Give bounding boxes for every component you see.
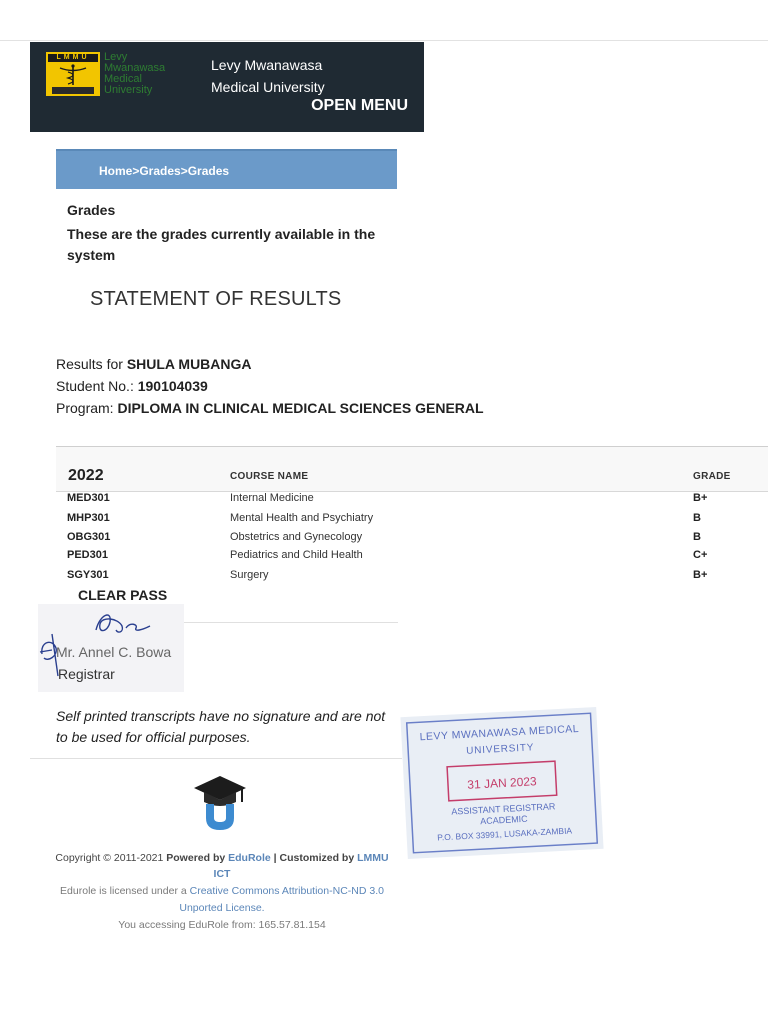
university-logo[interactable] <box>46 52 182 96</box>
caduceus-icon <box>54 64 92 86</box>
stamp-line2: UNIVERSITY <box>465 742 535 757</box>
lmmu-link[interactable]: LMMU <box>357 852 389 864</box>
logo-motto-strip <box>52 87 94 94</box>
table-row <box>0 569 768 587</box>
course-name: Surgery <box>230 569 269 581</box>
logo-word: Mwanawasa <box>104 62 166 74</box>
logo-word: Levy <box>104 51 128 63</box>
access-info: You accessing EduRole from: 165.57.81.154 <box>118 919 326 931</box>
registrar-name: Mr. Annel C. Bowa <box>56 644 172 660</box>
logo-badge <box>46 52 100 96</box>
registrar-title: Registrar <box>58 666 115 682</box>
program-line <box>56 400 484 416</box>
course-code: MED301 <box>67 492 110 504</box>
edurole-graduation-cap-icon <box>192 774 248 832</box>
signature-divider <box>184 622 398 623</box>
license-link[interactable]: Creative Commons Attribution-NC-ND 3.0 <box>189 885 384 897</box>
open-menu-button[interactable]: OPEN MENU <box>311 97 408 114</box>
logo-word: Medical <box>104 73 142 85</box>
column-header-grade: GRADE <box>693 471 731 482</box>
course-name: Obstetrics and Gynecology <box>230 531 363 543</box>
student-number: 190104039 <box>137 378 208 394</box>
powered-by-label: Powered by <box>166 852 229 864</box>
university-name-line2: Medical University <box>211 79 325 95</box>
stamp-line1: LEVY MWANAWASA MEDICAL <box>419 722 580 744</box>
breadcrumb <box>56 149 397 189</box>
student-number-label: Student No.: <box>56 378 138 394</box>
site-header <box>30 42 424 132</box>
transcript-disclaimer: Self printed transcripts have no signature and are not to be used for official purposes. <box>56 708 386 745</box>
license-line-2 <box>30 900 414 916</box>
course-grade: C+ <box>693 549 708 561</box>
course-grade: B+ <box>693 569 708 581</box>
column-header-course-name: COURSE NAME <box>230 471 309 482</box>
student-number-line <box>56 378 208 394</box>
course-name: Mental Health and Psychiatry <box>230 512 374 524</box>
edurole-link[interactable]: EduRole <box>228 852 271 864</box>
table-row <box>0 492 768 510</box>
license-link-continued[interactable]: Unported License. <box>179 902 265 914</box>
statement-title: STATEMENT OF RESULTS <box>90 288 342 310</box>
program-label: Program: <box>56 400 118 416</box>
license-text: Edurole is licensed under a <box>60 885 190 897</box>
course-grade: B+ <box>693 492 708 504</box>
university-name-line1: Levy Mwanawasa <box>211 57 323 73</box>
course-name: Internal Medicine <box>230 492 314 504</box>
section-description: These are the grades currently available in the system <box>67 226 376 263</box>
official-stamp <box>400 707 603 859</box>
course-grade: B <box>693 531 701 543</box>
course-code: SGY301 <box>67 569 109 581</box>
academic-year: 2022 <box>68 467 104 484</box>
license-line <box>30 883 414 899</box>
student-name: SHULA MUBANGA <box>126 356 252 372</box>
course-code: PED301 <box>67 549 108 561</box>
course-code: MHP301 <box>67 512 110 524</box>
footer-divider <box>30 758 402 759</box>
ict-link[interactable]: ICT <box>213 868 231 880</box>
stamp-date: 31 JAN 2023 <box>466 774 538 792</box>
top-divider <box>0 40 768 41</box>
result-status: CLEAR PASS <box>78 587 168 603</box>
stamp-frame-icon <box>400 707 603 859</box>
course-code: OBG301 <box>67 531 111 543</box>
registrar-signature <box>38 604 184 692</box>
table-row <box>0 549 768 567</box>
course-name: Pediatrics and Child Health <box>230 549 363 561</box>
logo-badge-text: LMMU <box>48 54 98 62</box>
stamp-line5: P.O. BOX 33991, LUSAKA-ZAMBIA <box>437 825 573 843</box>
logo-word: University <box>104 84 153 96</box>
results-label: Results for <box>56 356 127 372</box>
table-row <box>0 531 768 549</box>
logo-wordmark <box>104 52 184 96</box>
table-row <box>0 512 768 530</box>
copyright-line <box>30 850 414 866</box>
section-title: Grades <box>67 202 116 218</box>
program-name: DIPLOMA IN CLINICAL MEDICAL SCIENCES GENERAL <box>117 400 484 416</box>
customized-by-label: Customized by <box>279 852 358 864</box>
copyright-text: Copyright © 2011-2021 <box>55 852 167 864</box>
stamp-line3: ASSISTANT REGISTRAR <box>451 801 556 817</box>
footer-separator: | <box>270 852 280 864</box>
ict-line <box>30 866 414 882</box>
breadcrumb-text[interactable]: Home>Grades>Grades <box>99 164 230 178</box>
student-name-line <box>56 356 252 372</box>
university-name <box>211 54 325 98</box>
course-grade: B <box>693 512 701 524</box>
results-table-header <box>56 446 768 492</box>
stamp-line4: ACADEMIC <box>479 813 528 827</box>
